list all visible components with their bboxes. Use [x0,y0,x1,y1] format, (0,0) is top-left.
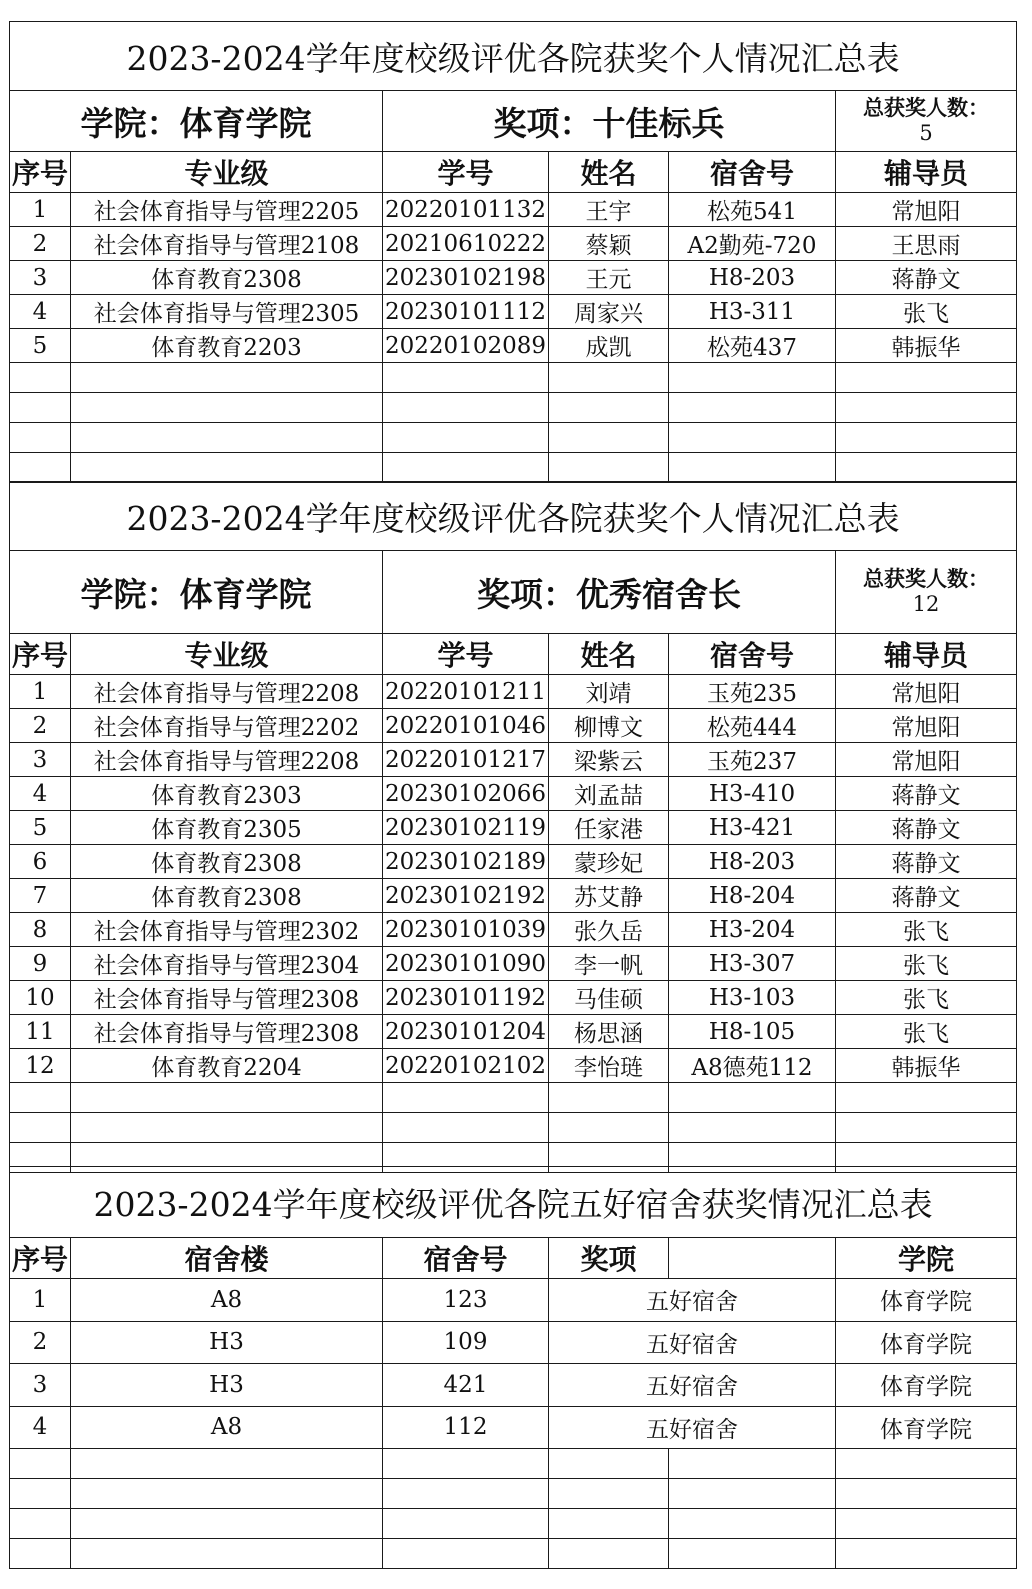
header-counselor: 辅导员 [836,152,1017,193]
empty-row [10,1113,1017,1143]
cell-index: 5 [10,329,71,363]
cell-index: 2 [10,227,71,261]
cell-counselor: 常旭阳 [836,193,1017,227]
cell-index: 4 [10,777,71,811]
cell-award: 五好宿舍 [549,1321,836,1364]
cell-building: H3 [71,1364,383,1407]
cell-dorm: H8-105 [669,1015,836,1049]
cell-dorm: H3-421 [669,811,836,845]
header-index: 序号 [10,1238,71,1279]
cell-name: 苏艾静 [549,879,669,913]
cell-dorm: H8-203 [669,261,836,295]
cell-room: 123 [383,1279,549,1322]
cell-index: 7 [10,879,71,913]
cell-student-id: 20230102066 [383,777,549,811]
table-row [10,947,1017,981]
table-row [10,879,1017,913]
cell-dorm: 玉苑237 [669,743,836,777]
cell-index: 4 [10,1406,71,1449]
cell-room: 421 [383,1364,549,1407]
cell-student-id: 20230101204 [383,1015,549,1049]
cell-name: 张久岳 [549,913,669,947]
header-dorm: 宿舍号 [669,634,836,675]
header-building: 宿舍楼 [71,1238,383,1279]
cell-major: 体育教育2203 [71,329,383,363]
empty-row [10,453,1017,483]
cell-student-id: 20220102089 [383,329,549,363]
cell-counselor: 蒋静文 [836,845,1017,879]
award-table-dorm-leader [9,481,1017,1173]
cell-dorm: H3-103 [669,981,836,1015]
cell-major: 社会体育指导与管理2205 [71,193,383,227]
header-index: 序号 [10,152,71,193]
cell-index: 3 [10,261,71,295]
total-count-label: 总获奖人数： [863,566,990,591]
cell-name: 周家兴 [549,295,669,329]
cell-counselor: 蒋静文 [836,261,1017,295]
cell-counselor: 张飞 [836,913,1017,947]
cell-major: 体育教育2305 [71,811,383,845]
cell-building: A8 [71,1279,383,1322]
cell-major: 体育教育2308 [71,261,383,295]
cell-index: 3 [10,743,71,777]
cell-building: H3 [71,1321,383,1364]
cell-counselor: 张飞 [836,1015,1017,1049]
header-student-id: 学号 [383,152,549,193]
header-student-id: 学号 [383,634,549,675]
table-row [10,193,1017,227]
cell-name: 王宇 [549,193,669,227]
cell-name: 王元 [549,261,669,295]
cell-index: 1 [10,1279,71,1322]
cell-building: A8 [71,1406,383,1449]
cell-student-id: 20230102119 [383,811,549,845]
header-index: 序号 [10,634,71,675]
cell-index: 5 [10,811,71,845]
cell-award: 五好宿舍 [549,1364,836,1407]
table-row [10,1049,1017,1083]
header-dorm: 宿舍号 [669,152,836,193]
empty-row [10,1479,1017,1509]
cell-student-id: 20220101046 [383,709,549,743]
table-row [10,1406,1017,1449]
cell-student-id: 20220101132 [383,193,549,227]
cell-name: 成凯 [549,329,669,363]
cell-college: 体育学院 [836,1279,1017,1322]
cell-counselor: 常旭阳 [836,743,1017,777]
cell-student-id: 20230101090 [383,947,549,981]
cell-room: 112 [383,1406,549,1449]
cell-major: 体育教育2308 [71,879,383,913]
total-count [836,91,1017,152]
table-row [10,811,1017,845]
cell-counselor: 张飞 [836,295,1017,329]
cell-dorm: 松苑541 [669,193,836,227]
cell-award: 五好宿舍 [549,1279,836,1322]
header-room: 宿舍号 [383,1238,549,1279]
cell-dorm: 玉苑235 [669,675,836,709]
cell-index: 10 [10,981,71,1015]
table-row [10,845,1017,879]
cell-dorm: H8-203 [669,845,836,879]
cell-counselor: 张飞 [836,947,1017,981]
cell-name: 柳博文 [549,709,669,743]
cell-student-id: 20230102198 [383,261,549,295]
header-counselor: 辅导员 [836,634,1017,675]
cell-index: 2 [10,709,71,743]
cell-dorm: H8-204 [669,879,836,913]
cell-major: 社会体育指导与管理2108 [71,227,383,261]
total-count [836,551,1017,634]
cell-major: 社会体育指导与管理2302 [71,913,383,947]
cell-student-id: 20230102189 [383,845,549,879]
cell-name: 李一帆 [549,947,669,981]
cell-student-id: 20220101217 [383,743,549,777]
header-award: 奖项 [549,1238,669,1279]
table-row [10,709,1017,743]
empty-row [10,1539,1017,1569]
total-count-value: 12 [912,592,940,616]
cell-major: 体育教育2303 [71,777,383,811]
cell-index: 2 [10,1321,71,1364]
cell-counselor: 王思雨 [836,227,1017,261]
table-row [10,329,1017,363]
cell-index: 11 [10,1015,71,1049]
award-label: 奖项：优秀宿舍长 [383,551,836,634]
table-row [10,295,1017,329]
cell-major: 社会体育指导与管理2308 [71,981,383,1015]
cell-college: 体育学院 [836,1364,1017,1407]
table-row [10,227,1017,261]
cell-index: 12 [10,1049,71,1083]
table-row [10,261,1017,295]
cell-major: 社会体育指导与管理2208 [71,743,383,777]
cell-index: 8 [10,913,71,947]
cell-dorm: H3-204 [669,913,836,947]
total-count-value: 5 [919,121,933,145]
cell-student-id: 20230101039 [383,913,549,947]
table-row [10,1321,1017,1364]
cell-name: 蔡颖 [549,227,669,261]
cell-index: 6 [10,845,71,879]
cell-award: 五好宿舍 [549,1406,836,1449]
cell-name: 马佳硕 [549,981,669,1015]
header-major: 专业级 [71,152,383,193]
cell-dorm: H3-311 [669,295,836,329]
college-label: 学院：体育学院 [10,551,383,634]
cell-dorm: 松苑437 [669,329,836,363]
cell-dorm: H3-307 [669,947,836,981]
table-title: 2023-2024学年度校级评优各院五好宿舍获奖情况汇总表 [10,1167,1017,1238]
cell-major: 体育教育2308 [71,845,383,879]
cell-index: 9 [10,947,71,981]
table-row [10,675,1017,709]
cell-name: 杨思涵 [549,1015,669,1049]
header-blank [669,1238,836,1279]
empty-row [10,1449,1017,1479]
table-title: 2023-2024学年度校级评优各院获奖个人情况汇总表 [10,22,1017,91]
cell-dorm: 松苑444 [669,709,836,743]
table-row [10,743,1017,777]
cell-dorm: A2勤苑-720 [669,227,836,261]
table-row [10,777,1017,811]
table-row [10,1015,1017,1049]
cell-student-id: 20230101192 [383,981,549,1015]
table-row [10,913,1017,947]
cell-counselor: 蒋静文 [836,811,1017,845]
cell-index: 1 [10,193,71,227]
header-college: 学院 [836,1238,1017,1279]
cell-college: 体育学院 [836,1321,1017,1364]
empty-row [10,423,1017,453]
cell-counselor: 常旭阳 [836,709,1017,743]
college-label: 学院：体育学院 [10,91,383,152]
table-title: 2023-2024学年度校级评优各院获奖个人情况汇总表 [10,482,1017,551]
cell-major: 社会体育指导与管理2304 [71,947,383,981]
cell-index: 4 [10,295,71,329]
award-label: 奖项：十佳标兵 [383,91,836,152]
table-row [10,981,1017,1015]
cell-counselor: 蒋静文 [836,777,1017,811]
table-row [10,1279,1017,1322]
header-major: 专业级 [71,634,383,675]
empty-row [10,1083,1017,1113]
cell-index: 1 [10,675,71,709]
cell-major: 体育教育2204 [71,1049,383,1083]
header-name: 姓名 [549,634,669,675]
cell-name: 刘孟喆 [549,777,669,811]
cell-dorm: A8德苑112 [669,1049,836,1083]
cell-name: 蒙珍妃 [549,845,669,879]
total-count-label: 总获奖人数： [863,95,990,120]
cell-dorm: H3-410 [669,777,836,811]
header-name: 姓名 [549,152,669,193]
cell-name: 李怡琏 [549,1049,669,1083]
cell-student-id: 20230101112 [383,295,549,329]
dorm-award-table [9,1166,1017,1569]
award-table-ten-best [9,21,1017,483]
cell-student-id: 20210610222 [383,227,549,261]
cell-counselor: 张飞 [836,981,1017,1015]
cell-major: 社会体育指导与管理2305 [71,295,383,329]
cell-counselor: 韩振华 [836,1049,1017,1083]
cell-name: 刘靖 [549,675,669,709]
cell-student-id: 20220101211 [383,675,549,709]
empty-row [10,393,1017,423]
cell-name: 任家港 [549,811,669,845]
cell-name: 梁紫云 [549,743,669,777]
empty-row [10,1509,1017,1539]
cell-major: 社会体育指导与管理2202 [71,709,383,743]
cell-student-id: 20230102192 [383,879,549,913]
cell-counselor: 韩振华 [836,329,1017,363]
cell-student-id: 20220102102 [383,1049,549,1083]
cell-college: 体育学院 [836,1406,1017,1449]
cell-major: 社会体育指导与管理2208 [71,675,383,709]
cell-major: 社会体育指导与管理2308 [71,1015,383,1049]
cell-index: 3 [10,1364,71,1407]
empty-row [10,363,1017,393]
table-row [10,1364,1017,1407]
cell-room: 109 [383,1321,549,1364]
cell-counselor: 蒋静文 [836,879,1017,913]
cell-counselor: 常旭阳 [836,675,1017,709]
